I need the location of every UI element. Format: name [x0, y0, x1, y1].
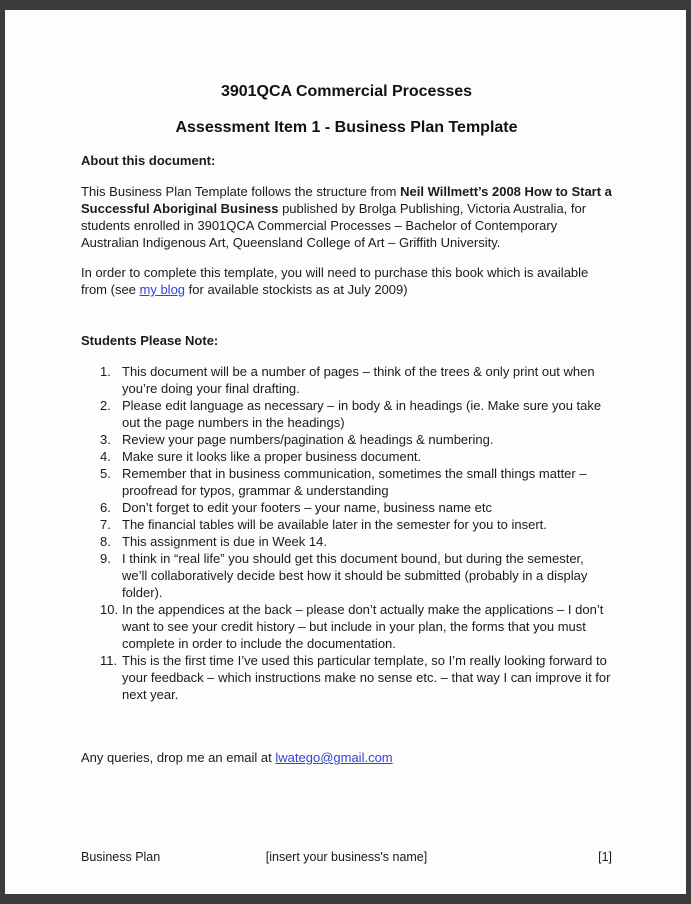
list-item-1	[100, 363, 612, 397]
contact-text: Any queries, drop me an email at	[81, 750, 276, 765]
list-number: 1.	[100, 364, 111, 379]
list-text: Remember that in business communication, sometimes the small things matter – proofread for typos, grammar & understanding	[122, 466, 587, 498]
footer-doc-title: Business Plan	[81, 850, 161, 864]
list-number: 7.	[100, 517, 111, 532]
list-text: Please edit language as necessary – in body & in headings (ie. Make sure you take out the page numbers in the headings)	[122, 398, 602, 430]
about-paragraph	[81, 183, 612, 251]
list-text: Review your page numbers/pagination & headings & numbering.	[122, 432, 494, 447]
purchase-paragraph	[81, 264, 612, 298]
page-footer	[81, 849, 612, 866]
notes-heading: Students Please Note:	[81, 333, 219, 348]
contact-line	[81, 749, 612, 766]
list-item-10	[100, 601, 612, 652]
list-number: 10.	[100, 602, 119, 617]
footer-business-name: [insert your business's name]	[265, 850, 428, 864]
list-item-3	[100, 431, 612, 448]
list-number: 8.	[100, 534, 111, 549]
list-text: This is the first time I’ve used this particular template, so I’m really looking forward to your feedback – which instructions make no sense etc. – that way I can improve it for next year.	[122, 653, 611, 702]
list-text: This assignment is due in Week 14.	[122, 534, 327, 549]
list-item-11	[100, 652, 612, 703]
list-item-5	[100, 465, 612, 499]
notes-list	[100, 363, 612, 703]
assessment-title: Assessment Item 1 - Business Plan Template	[175, 119, 518, 136]
my-blog-link[interactable]: my blog	[139, 282, 186, 297]
list-text: Make sure it looks like a proper business document.	[122, 449, 422, 464]
about-paragraph-text-cont: published by Brolga Publishing, Victoria Australia, for students enrolled in 3901QCA Commercial Processes – Bachelor of Contemporary Australian Indigenous Art, Queensland College of Art – Griffith University.	[81, 201, 587, 250]
list-number: 5.	[100, 466, 111, 481]
book-reference-bold: Neil Willmett’s 2008 How to Start a Successful Aboriginal Business	[81, 184, 612, 216]
list-item-7	[100, 516, 612, 533]
list-number: 9.	[100, 551, 111, 566]
document-page	[5, 10, 686, 894]
list-text: In the appendices at the back – please don’t actually make the applications – I don’t want to see your credit history – but include in your plan, the forms that you must complete in order to include the documentation.	[122, 602, 604, 651]
footer-page-number: [1]	[598, 850, 612, 864]
purchase-paragraph-text-cont: for available stockists as at July 2009)	[185, 282, 408, 297]
list-item-9	[100, 550, 612, 601]
list-item-4	[100, 448, 612, 465]
list-item-6	[100, 499, 612, 516]
list-number: 4.	[100, 449, 111, 464]
list-number: 3.	[100, 432, 111, 447]
list-text: Don’t forget to edit your footers – your name, business name etc	[122, 500, 492, 515]
list-number: 6.	[100, 500, 111, 515]
email-link[interactable]: lwatego@gmail.com	[275, 750, 393, 765]
list-text: This document will be a number of pages – think of the trees & only print out when you’re doing your final drafting.	[122, 364, 595, 396]
about-paragraph-text: This Business Plan Template follows the structure from	[81, 184, 401, 199]
list-number: 11.	[100, 653, 118, 668]
list-text: The financial tables will be available later in the semester for you to insert.	[122, 517, 547, 532]
list-item-2	[100, 397, 612, 431]
list-number: 2.	[100, 398, 111, 413]
course-title: 3901QCA Commercial Processes	[220, 83, 473, 100]
list-text: I think in “real life” you should get this document bound, but during the semester, we’ll collaboratively decide best how it should be submitted (probably in a display folder).	[122, 551, 588, 600]
purchase-paragraph-text: In order to complete this template, you will need to purchase this book which is available from (see	[81, 265, 589, 297]
about-heading: About this document:	[81, 153, 216, 168]
list-item-8	[100, 533, 612, 550]
